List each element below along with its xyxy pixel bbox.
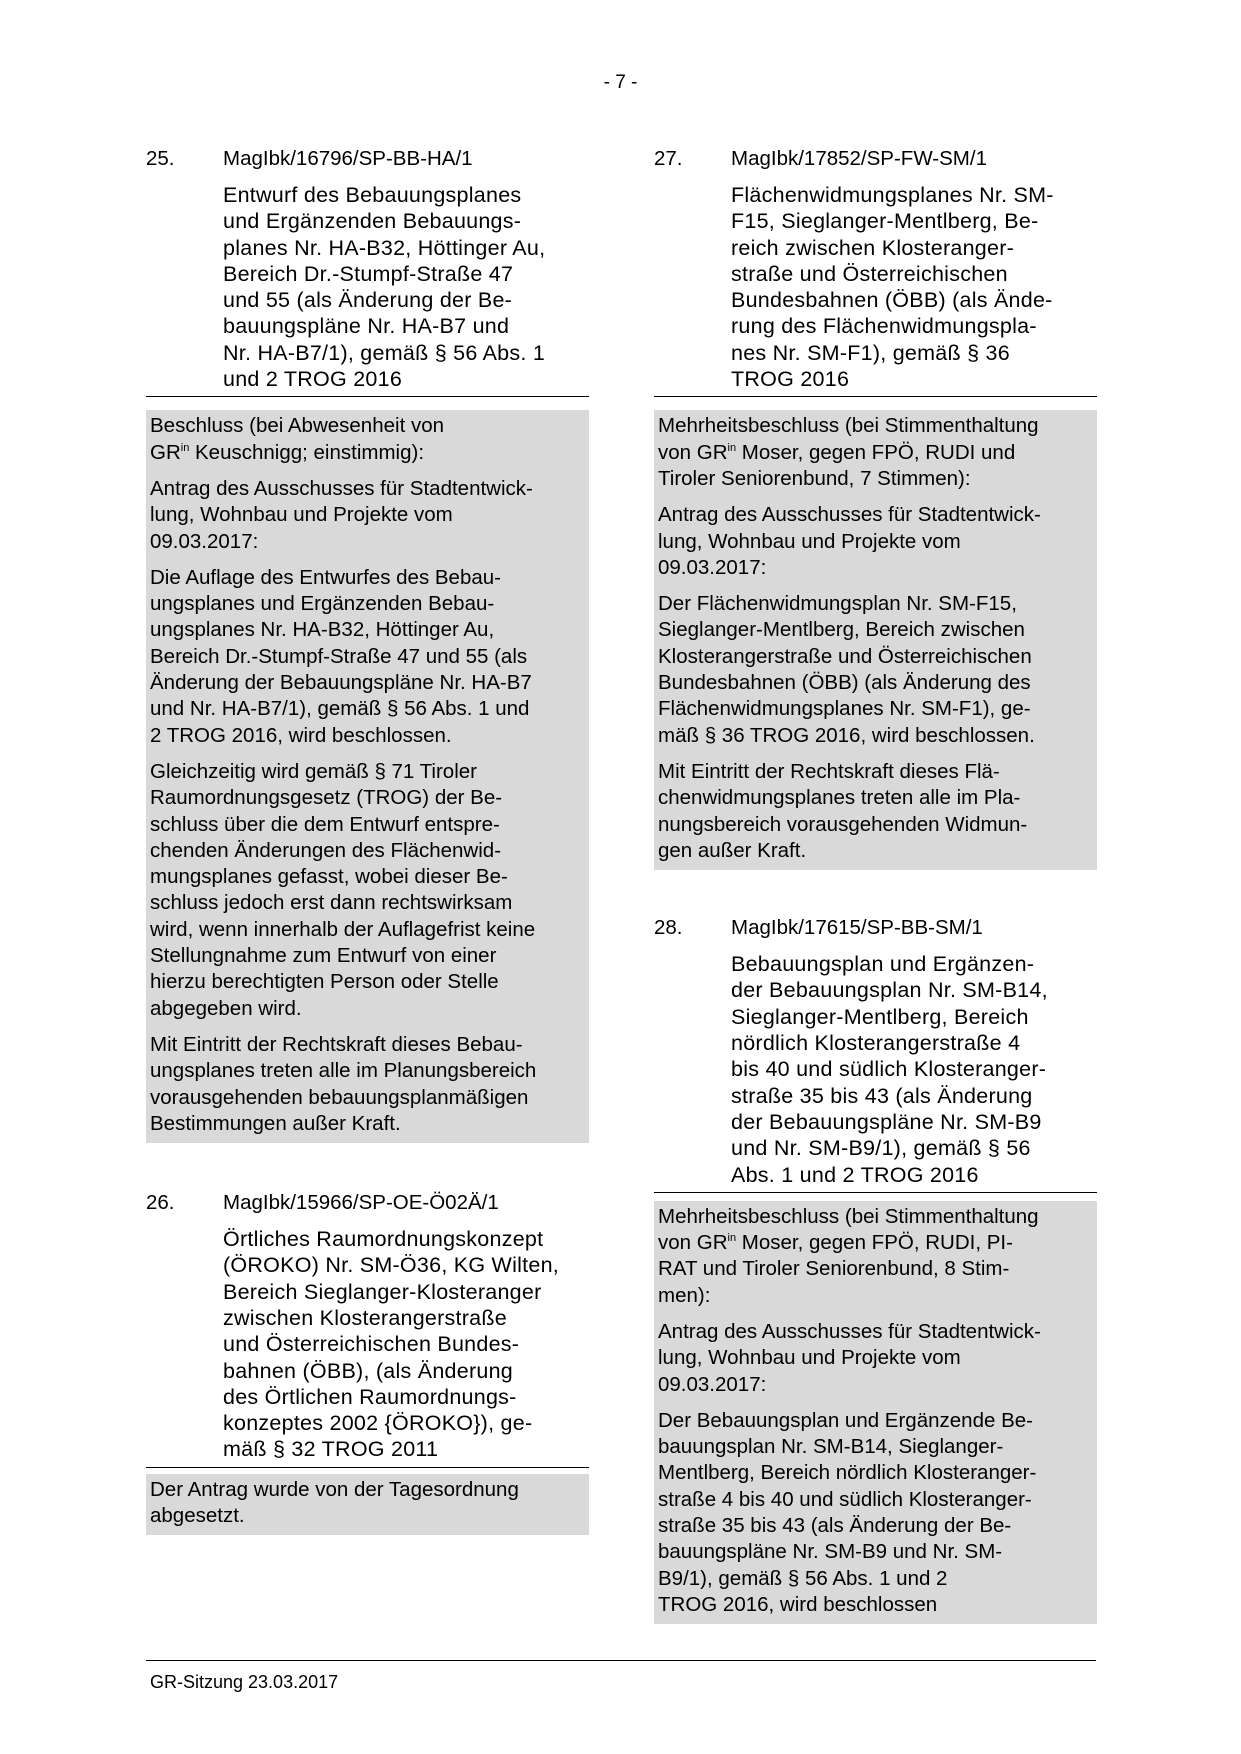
item-header — [654, 914, 1097, 941]
item-title: Örtliches Raumordnungskonzept (ÖROKO) Nr. SM-Ö36, KG Wilten, Bereich Sieglanger-Klosteranger zwischen Klosterangerstraße und Österreichischen Bundes- bahnen (ÖBB), (als Änderung des Örtlichen Raumordnungs- konzeptes 2002 {ÖROKO}), ge- mäß § 32 TROG 2011 — [223, 1227, 560, 1462]
item-reference-code: MagIbk/17852/SP-FW-SM/1 — [731, 147, 987, 170]
agenda-item-27 — [654, 145, 1097, 870]
item-header — [146, 145, 589, 172]
resolution-text: Mehrheitsbeschluss (bei Stimmenthaltung von GR — [658, 1204, 1039, 1255]
resolution-type — [150, 413, 585, 466]
resolution-paragraph: Der Flächenwidmungsplan Nr. SM-F15, Sieglanger-Mentlberg, Bereich zwischen Klosterangerstraße und Österreichischen Bundesbahnen (ÖBB) (als Änderung des Flächenwidmungsplanes Nr. SM-F1), ge- mäß § 36 TROG 2016, wird beschlossen. — [658, 592, 1035, 747]
item-number: 26. — [146, 1191, 175, 1215]
resolution-paragraph: Die Auflage des Entwurfes des Bebau- ungsplanes und Ergänzenden Bebau- ungsplanes Nr. HA-B32, Höttinger Au, Bereich Dr.-Stumpf-Straße 47 und 55 (als Änderung der Bebauungspläne Nr. HA-B7 und Nr. HA-B7/1), gemäß § 56 Abs. 1 und 2 TROG 2016, wird beschlossen. — [150, 565, 532, 747]
resolution-box — [146, 1474, 589, 1536]
agenda-item-28 — [654, 914, 1097, 1624]
item-title: Bebauungsplan und Ergänzen- der Bebauungsplan Nr. SM-B14, Sieglanger-Mentlberg, Bereich nördlich Klosterangerstraße 4 bis 40 und südlich Klosteranger- straße 35 bis 43 (als Änderung der Bebauungspläne Nr. SM-B9 und Nr. SM-B9/1), gemäß § 56 Abs. 1 und 2 TROG 2016 — [731, 952, 1048, 1187]
resolution-box — [146, 410, 589, 1143]
superscript: in — [727, 1232, 737, 1245]
superscript: in — [180, 441, 190, 454]
resolution-box — [654, 410, 1097, 870]
item-number: 25. — [146, 147, 175, 170]
motion-source: Antrag des Ausschusses für Stadtentwick- lung, Wohnbau und Projekte vom 09.03.2017: — [658, 503, 1041, 579]
item-title: Flächenwidmungsplanes Nr. SM- F15, Sieglanger-Mentlberg, Be- reich zwischen Klosteranger- straße und Österreichischen Bundesbahnen (ÖBB) (als Ände- rung des Flächenwidmungspla- nes Nr. SM-F1), gemäß § 36 TROG 2016 — [731, 183, 1054, 392]
item-header — [654, 145, 1097, 172]
resolution-text: Moser, gegen FPÖ, RUDI und Tiroler Seniorenbund, 7 Stimmen): — [658, 440, 1016, 490]
item-header — [146, 1189, 589, 1216]
motion-source: Antrag des Ausschusses für Stadtentwick- lung, Wohnbau und Projekte vom 09.03.2017: — [150, 476, 533, 553]
agenda-item-25 — [146, 145, 589, 1143]
resolution-type — [658, 413, 1093, 492]
divider — [146, 1467, 589, 1468]
item-title: Entwurf des Bebauungsplanes und Ergänzenden Bebauungs- planes Nr. HA-B32, Höttinger Au, Bereich Dr.-Stumpf-Straße 47 und 55 (als Änderung der Be- bauungspläne Nr. HA-B7 und Nr. HA-B7/1), gemäß § 56 Abs. 1 und 2 TROG 2016 — [223, 183, 546, 392]
item-number: 28. — [654, 916, 683, 940]
footer-session-date: GR-Sitzung 23.03.2017 — [150, 1672, 339, 1692]
page-number: - 7 - — [603, 72, 638, 93]
resolution-text: Keuschnigg; einstimmig): — [189, 440, 425, 464]
resolution-text: Beschluss (bei Abwesenheit von GR — [150, 414, 445, 464]
superscript: in — [727, 441, 737, 454]
resolution-text: Mehrheitsbeschluss (bei Stimmenthaltung von GR — [658, 414, 1039, 464]
resolution-paragraph: Der Antrag wurde von der Tagesordnung abgesetzt. — [150, 1477, 519, 1528]
resolution-paragraph: Mit Eintritt der Rechtskraft dieses Bebau- ungsplanes treten alle im Planungsbereich vorausgehenden bebauungsplanmäßigen Bestimmungen außer Kraft. — [150, 1032, 537, 1135]
resolution-paragraph: Mit Eintritt der Rechtskraft dieses Flä- chenwidmungsplanes treten alle im Pla- nungsbereich vorausgehenden Widmun- gen außer Kraft. — [658, 759, 1028, 862]
divider — [146, 396, 589, 397]
motion-source: Antrag des Ausschusses für Stadtentwick- lung, Wohnbau und Projekte vom 09.03.2017: — [658, 1319, 1041, 1396]
item-reference-code: MagIbk/17615/SP-BB-SM/1 — [731, 916, 983, 940]
divider — [654, 396, 1097, 397]
resolution-paragraph: Der Bebauungsplan und Ergänzende Be- bauungsplan Nr. SM-B14, Sieglanger- Mentlberg, Bereich nördlich Klosteranger- straße 4 bis 40 und südlich Klosteranger- straße 35 bis 43 (als Änderung der Be- bauungspläne Nr. SM-B9 und Nr. SM- B9/1), gemäß § 56 Abs. 1 und 2 TROG 2016, wird beschlossen — [658, 1408, 1037, 1616]
left-column — [146, 145, 589, 1535]
item-reference-code: MagIbk/16796/SP-BB-HA/1 — [223, 147, 473, 170]
footer-divider — [146, 1660, 1096, 1661]
resolution-text: Moser, gegen FPÖ, RUDI, PI- RAT und Tiroler Seniorenbund, 8 Stim- men): — [658, 1231, 1013, 1307]
right-column — [654, 145, 1097, 1624]
resolution-type — [658, 1204, 1093, 1309]
divider — [654, 1192, 1097, 1193]
item-number: 27. — [654, 147, 683, 170]
item-reference-code: MagIbk/15966/SP-OE-Ö02Ä/1 — [223, 1191, 499, 1215]
agenda-item-26 — [146, 1189, 589, 1535]
resolution-paragraph: Gleichzeitig wird gemäß § 71 Tiroler Raumordnungsgesetz (TROG) der Be- schluss über die dem Entwurf entspre- chenden Änderungen des Flächenwid- mungsplanes gefasst, wobei dieser Be- schluss jedoch erst dann rechtswirksam wird, wenn innerhalb der Auflagefrist keine Stellungnahme zum Entwurf von einer hierzu berechtigten Person oder Stelle abgegeben wird. — [150, 759, 536, 1020]
resolution-box — [654, 1201, 1097, 1624]
